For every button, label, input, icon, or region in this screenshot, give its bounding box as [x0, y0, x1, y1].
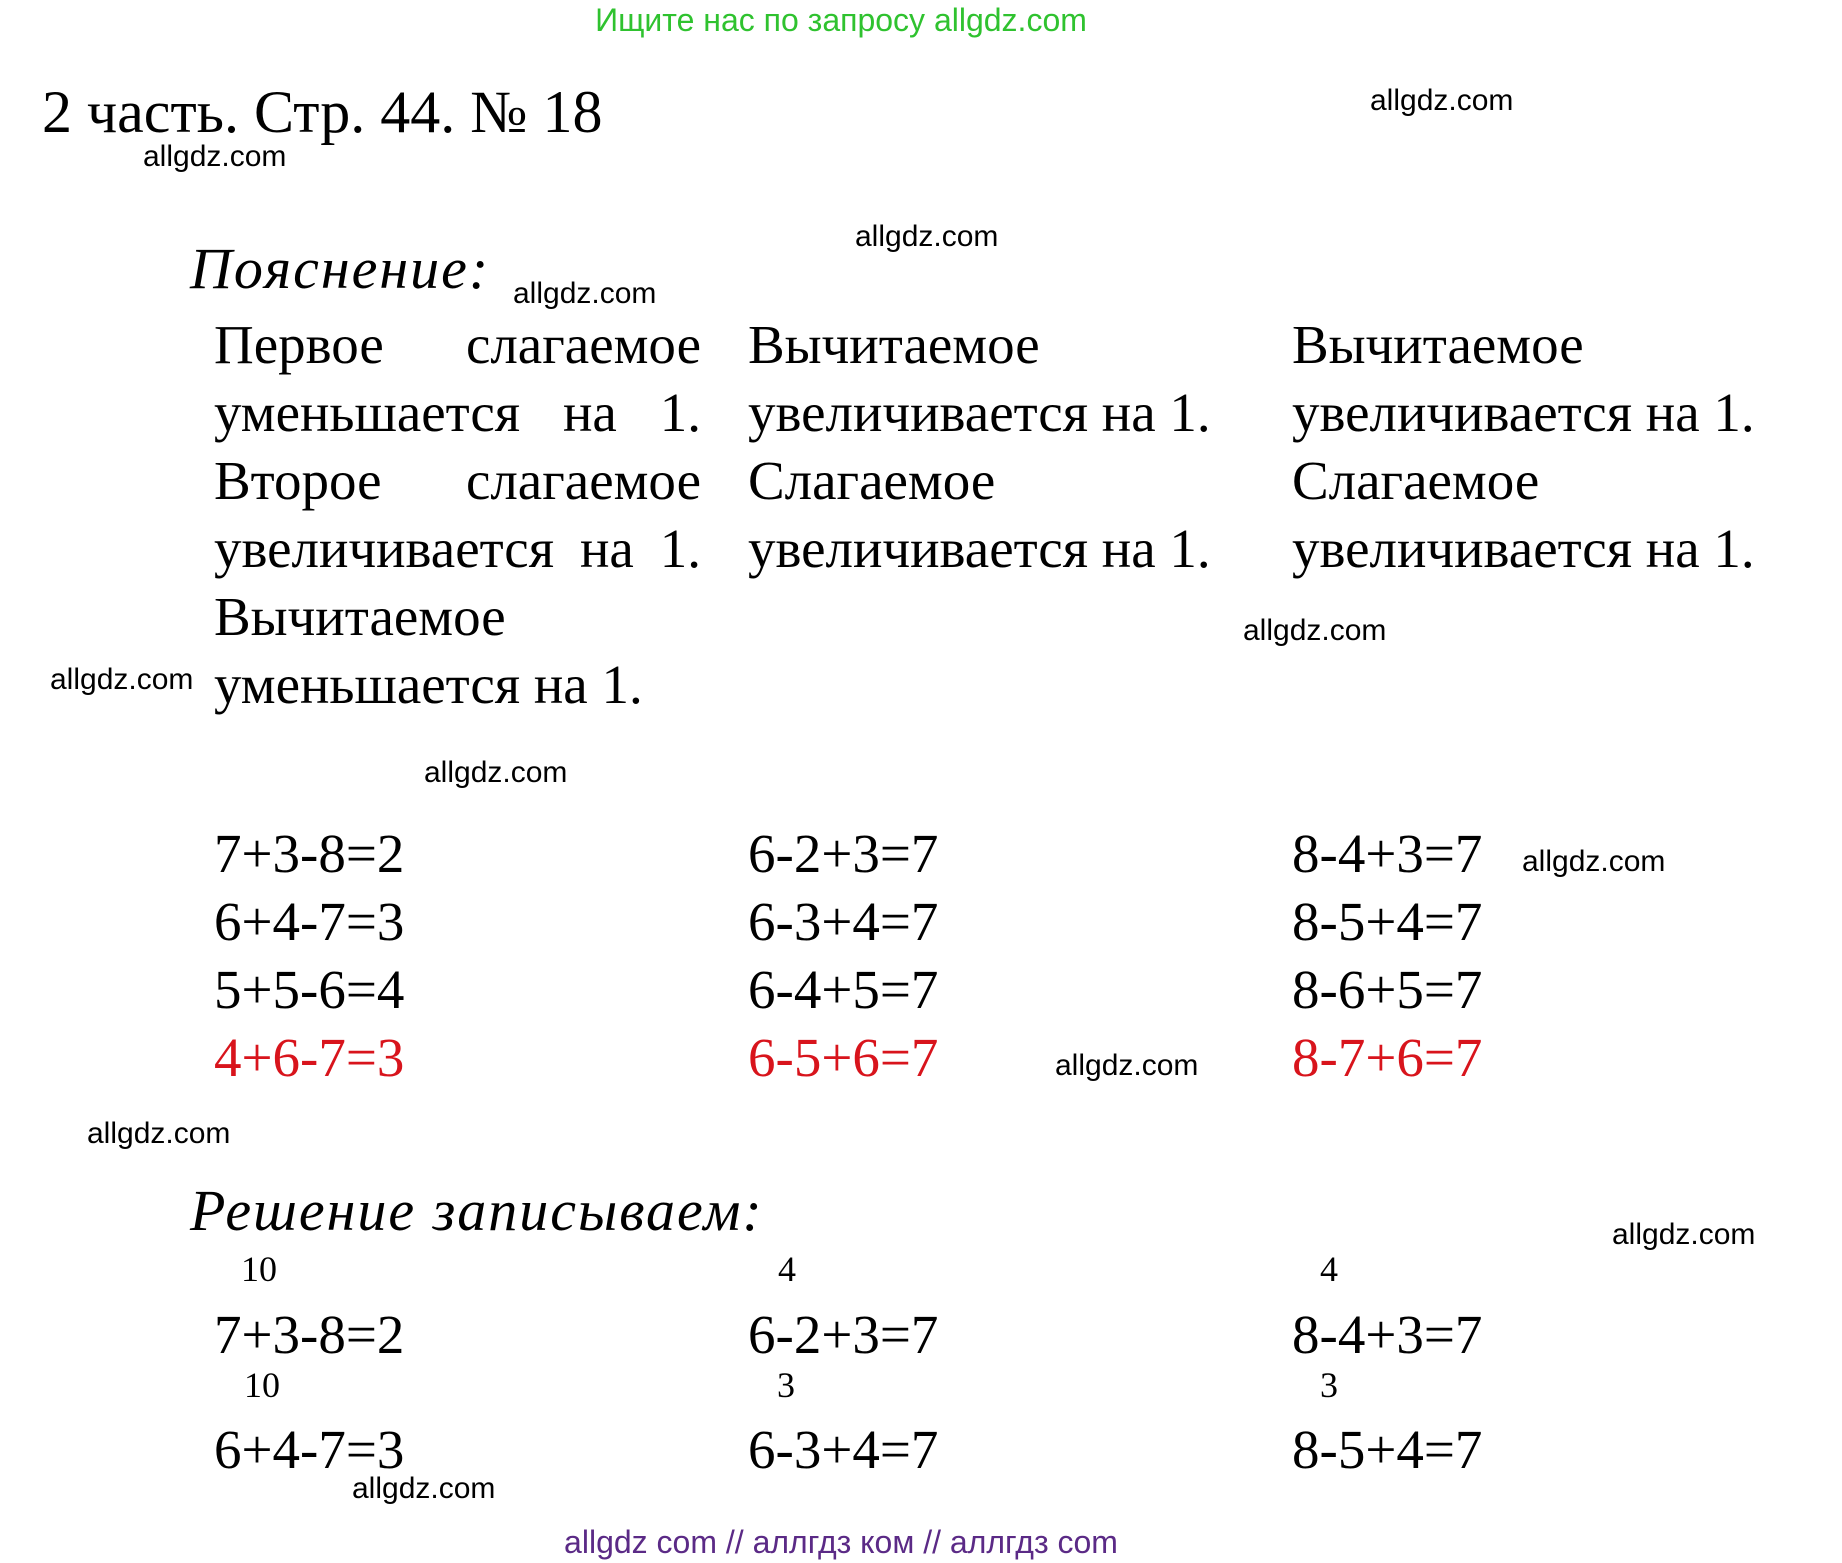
watermark: allgdz.com [143, 140, 287, 173]
watermark: allgdz.com [1243, 614, 1387, 647]
footer-links: allgdz com // аллгдз ком // аллгдз com [564, 1524, 1118, 1560]
solution-equation: 6+4-7=3 [214, 1419, 405, 1480]
watermark: allgdz.com [855, 220, 999, 253]
equation-line: 5+5-6=4 [214, 959, 405, 1020]
solution-equation: 6-3+4=7 [748, 1419, 939, 1480]
answer-equation: 8-7+6=7 [1292, 1027, 1483, 1088]
equation-line: 8-5+4=7 [1292, 891, 1483, 952]
solution-equation: 7+3-8=2 [214, 1304, 405, 1365]
explanation-heading: Пояснение: [190, 236, 491, 301]
watermark: allgdz.com [352, 1472, 496, 1505]
watermark: allgdz.com [1370, 84, 1514, 117]
explanation-column-2: Вычитаемое увеличивается на 1. Слагаемое увеличивается на 1. [748, 314, 1211, 579]
watermark: allgdz.com [424, 756, 568, 789]
watermark: allgdz.com [1055, 1049, 1199, 1082]
answer-equation: 6-5+6=7 [748, 1027, 939, 1088]
equation-line: 6-2+3=7 [748, 823, 939, 884]
answer-equation: 4+6-7=3 [214, 1027, 405, 1088]
solution-heading: Решение записываем: [190, 1178, 764, 1243]
solution-equation: 8-5+4=7 [1292, 1419, 1483, 1480]
equation-line: 8-4+3=7 [1292, 823, 1483, 884]
equation-line: 6-3+4=7 [748, 891, 939, 952]
intermediate-value: 4 [1320, 1249, 1338, 1289]
watermark: allgdz.com [513, 277, 657, 310]
watermark: allgdz.com [1522, 845, 1666, 878]
watermark: allgdz.com [87, 1117, 231, 1150]
watermark: allgdz.com [1612, 1218, 1756, 1251]
watermark: allgdz.com [50, 663, 194, 696]
equation-line: 7+3-8=2 [214, 823, 405, 884]
solution-equation: 6-2+3=7 [748, 1304, 939, 1365]
page-title: 2 часть. Стр. 44. № 18 [42, 79, 603, 145]
equation-line: 6+4-7=3 [214, 891, 405, 952]
intermediate-value: 4 [778, 1249, 796, 1289]
intermediate-value: 3 [777, 1365, 795, 1405]
equation-line: 8-6+5=7 [1292, 959, 1483, 1020]
solution-equation: 8-4+3=7 [1292, 1304, 1483, 1365]
explanation-column-3: Вычитаемое увеличивается на 1. Слагаемое увеличивается на 1. [1292, 314, 1755, 579]
intermediate-value: 10 [241, 1249, 277, 1289]
top-banner: Ищите нас по запросу allgdz.com [595, 2, 1087, 38]
equation-line: 6-4+5=7 [748, 959, 939, 1020]
explanation-column-1: Первое слагаемое уменьшается на 1. Второе слагаемое увеличивается на 1. Вычитаемое уменьшается на 1. [214, 314, 701, 715]
intermediate-value: 3 [1320, 1365, 1338, 1405]
intermediate-value: 10 [244, 1365, 280, 1405]
